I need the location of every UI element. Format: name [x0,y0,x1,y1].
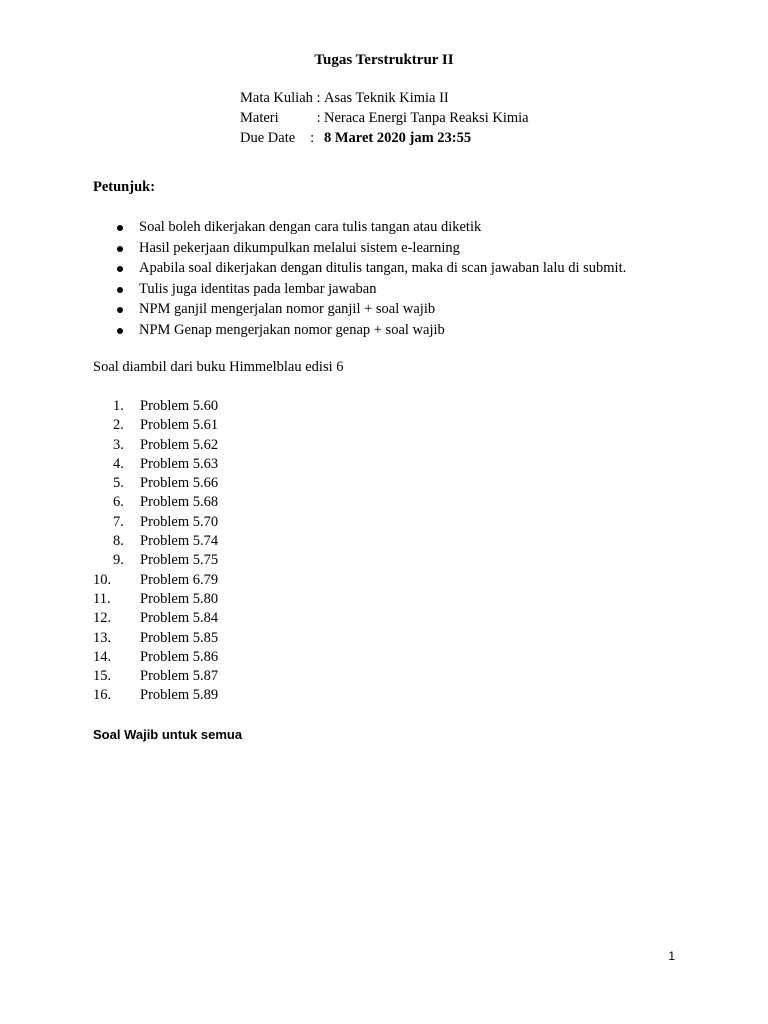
list-item: 6. Problem 5.68 [93,493,218,512]
list-item: 14. Problem 5.86 [93,648,218,667]
list-item: 1. Problem 5.60 [93,397,218,416]
list-number: 1. [113,398,124,414]
list-number: 4. [113,455,124,472]
bullet-icon [117,287,123,293]
list-number: 14. [93,648,112,665]
list-number: 16. [93,687,112,704]
meta-value-course: Asas Teknik Kimia II [324,90,449,106]
list-number: 13. [93,629,112,646]
list-item: Hasil pekerjaan dikumpulkan melalui sistem e-learning [93,238,626,259]
list-item: Tulis juga identitas pada lembar jawaban [93,279,626,300]
list-item: 2. Problem 5.61 [93,416,218,435]
list-item: 11. Problem 5.80 [93,590,218,609]
meta-row-material [240,108,529,128]
mandatory-heading: Soal Wajib untuk semua [93,727,243,742]
source-note: Soal diambil dari buku Himmelblau edisi 6 [93,359,344,375]
meta-value-material: Neraca Energi Tanpa Reaksi Kimia [324,110,529,126]
list-item: 3. Problem 5.62 [93,436,218,455]
list-item: Soal boleh dikerjakan dengan cara tulis tangan atau diketik [93,217,626,238]
list-item: 10. Problem 6.79 [93,571,218,590]
bullet-icon [117,225,123,231]
meta-value-due-date: 8 Maret 2020 jam 23:55 [324,130,472,146]
list-item: 4. Problem 5.63 [93,455,218,474]
list-number: 3. [113,436,124,453]
list-number: 8. [113,533,124,550]
list-number: 9. [113,552,124,569]
bullet-icon [117,328,123,334]
list-number: 15. [93,668,112,685]
list-number: 6. [113,494,124,511]
list-item: 5. Problem 5.66 [93,474,218,493]
page-number: 1 [668,949,675,963]
bullet-icon [117,246,123,252]
list-item: 16. Problem 5.89 [93,686,218,705]
list-item: 9. Problem 5.75 [93,551,218,570]
list-item: 15. Problem 5.87 [93,667,218,686]
problem-list [93,397,218,706]
meta-key-material: Materi : [240,110,321,126]
list-number: 7. [113,513,124,530]
instructions-list [93,217,626,341]
meta-key-due-date: Due Date : [240,130,315,146]
meta-key-course: Mata Kuliah : [240,90,321,106]
list-number: 12. [93,610,112,627]
course-info [240,88,529,148]
instructions-heading: Petunjuk: [93,179,156,195]
list-item: Apabila soal dikerjakan dengan ditulis tangan, maka di scan jawaban lalu di submit. [93,258,626,279]
list-item: 8. Problem 5.74 [93,532,218,551]
list-item: 12. Problem 5.84 [93,609,218,628]
bullet-icon [117,307,123,313]
list-number: 11. [93,590,111,607]
list-item: 13. Problem 5.85 [93,629,218,648]
list-number: 10. [93,571,112,588]
list-number: 2. [113,417,124,434]
bullet-icon [117,266,123,272]
list-item: NPM ganjil mengerjalan nomor ganjil + soal wajib [93,299,626,320]
list-number: 5. [113,475,124,492]
list-item: 7. Problem 5.70 [93,513,218,532]
meta-row-due-date [240,128,529,148]
meta-row-course [240,88,529,108]
list-item: NPM Genap mengerjakan nomor genap + soal wajib [93,320,626,341]
document-title: Tugas Terstruktrur II [314,52,454,68]
